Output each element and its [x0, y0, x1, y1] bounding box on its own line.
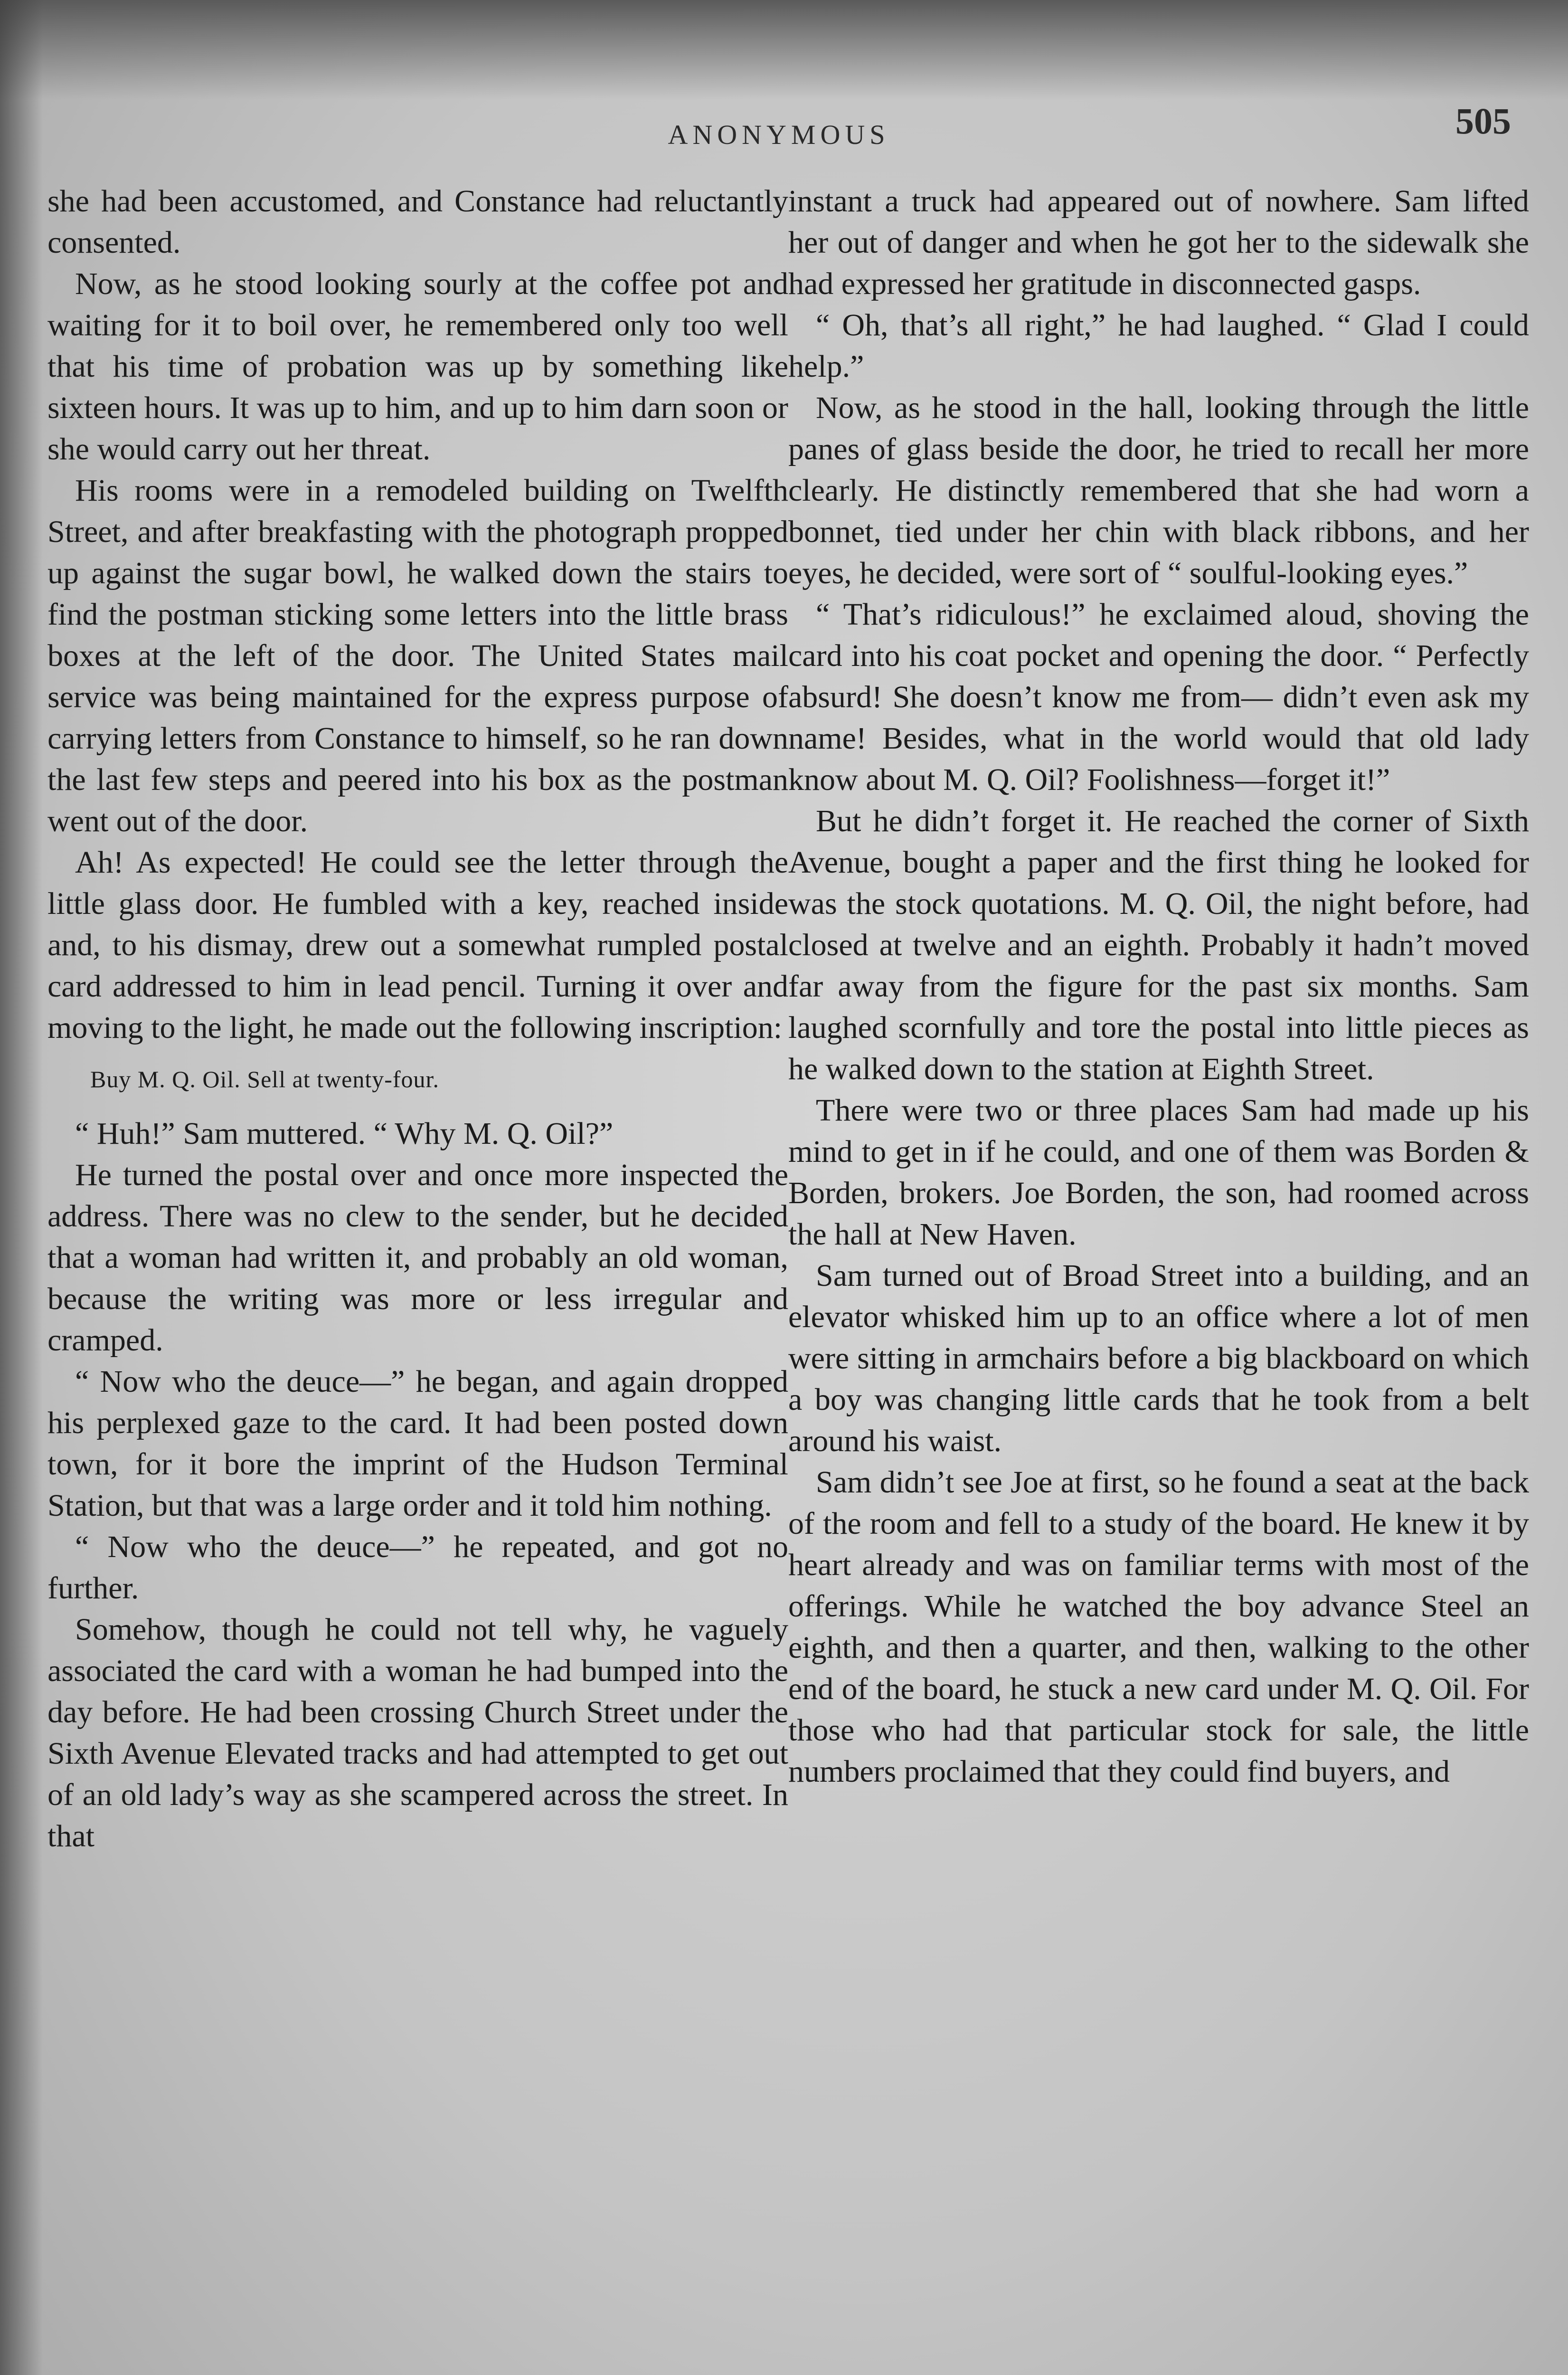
paragraph: Sam didn’t see Joe at first, so he found a seat at the back of the room and fell to a study of the board. He knew it by heart already and was on familiar terms with most of the offerings. While he watched the boy advance Steel an eighth, and then a quarter, and then, walking to the other end of the board, he stuck a new card under M. Q. Oil. For those who had that particular stock for sale, the little numbers proclaimed that they could find buyers, and	[788, 1465, 1529, 1789]
paragraph: Now, as he stood in the hall, looking through the little panes of glass beside the door, he tried to recall her more clearly. He distinctly remembered that she had worn a bonnet, tied under her chin with black ribbons, and her eyes, he decided, were sort of “ soulful-looking eyes.”	[788, 390, 1529, 590]
right-column	[788, 180, 1529, 1792]
paragraph: Ah! As expected! He could see the letter through the little glass door. He fumbled with a key, reached inside and, to his dismay, drew out a somewhat rumpled postal card addressed to him in lead pencil. Turning it over and moving to the light, he made out the following inscription:	[47, 845, 788, 1045]
paragraph: Somehow, though he could not tell why, he vaguely associated the card with a woman he had bumped into the day before. He had been crossing Church Street under the Sixth Avenue Elevated tracks and had attempted to get out of an old lady’s way as she scampered across the street. In that	[47, 1612, 788, 1853]
left-column	[47, 180, 788, 1857]
paragraph: He turned the postal over and once more inspected the address. There was no clew to the sender, but he decided that a woman had written it, and probably an old woman, because the writing was more or less irregular and cramped.	[47, 1158, 788, 1358]
paragraph: “ That’s ridiculous!” he exclaimed aloud, shoving the card into his coat pocket and opening the door. “ Perfectly absurd! She doesn’t know me from— didn’t even ask my name! Besides, what in the world would that old lady know about M. Q. Oil? Foolishness—forget it!”	[788, 597, 1529, 797]
page-header	[0, 100, 1568, 162]
paragraph: Sam turned out of Broad Street into a building, and an elevator whisked him up to an office where a lot of men were sitting in armchairs before a big blackboard on which a boy was changing little cards that he took from a belt around his waist.	[788, 1258, 1529, 1458]
scan-gutter-shadow	[0, 0, 43, 2375]
paragraph: “ Now who the deuce—” he began, and again dropped his perplexed gaze to the card. It had been posted down town, for it bore the imprint of the Hudson Terminal Station, but that was a large order and it told him nothing.	[47, 1364, 788, 1523]
paragraph: “ Oh, that’s all right,” he had laughed. “ Glad I could help.”	[788, 308, 1529, 384]
running-head: ANONYMOUS	[668, 119, 890, 150]
paragraph: But he didn’t forget it. He reached the corner of Sixth Avenue, bought a paper and the first thing he looked for was the stock quotations. M. Q. Oil, the night before, had closed at twelve and an eighth. Probably it hadn’t moved far away from the figure for the past six months. Sam laughed scornfully and tore the postal into little pieces as he walked down to the station at Eighth Street.	[788, 804, 1529, 1086]
paragraph: she had been accustomed, and Constance had reluctantly consented.	[47, 184, 788, 260]
postcard-inscription: Buy M. Q. Oil. Sell at twenty-four.	[90, 1066, 439, 1092]
paragraph: There were two or three places Sam had made up his mind to get in if he could, and one of them was Borden & Borden, brokers. Joe Borden, the son, had roomed across the hall at New Haven.	[788, 1093, 1529, 1252]
paragraph: His rooms were in a remodeled building on Twelfth Street, and after breakfasting with the photograph propped up against the sugar bowl, he walked down the stairs to find the postman sticking some letters into the little brass boxes at the left of the door. The United States mail service was being maintained for the express purpose of carrying letters from Constance to himself, so he ran down the last few steps and peered into his box as the postman went out of the door.	[47, 473, 788, 838]
page-number: 505	[1455, 100, 1511, 142]
paragraph: “ Huh!” Sam muttered. “ Why M. Q. Oil?”	[75, 1116, 614, 1151]
paragraph: instant a truck had appeared out of nowhere. Sam lifted her out of danger and when he got her to the sidewalk she had expressed her gratitude in disconnected gasps.	[788, 184, 1529, 301]
scan-top-shadow	[0, 0, 1568, 100]
paragraph: Now, as he stood looking sourly at the coffee pot and waiting for it to boil over, he remembered only too well that his time of probation was up by something like sixteen hours. It was up to him, and up to him darn soon or she would carry out her threat.	[47, 266, 788, 466]
paragraph: “ Now who the deuce—” he repeated, and got no further.	[47, 1530, 788, 1606]
